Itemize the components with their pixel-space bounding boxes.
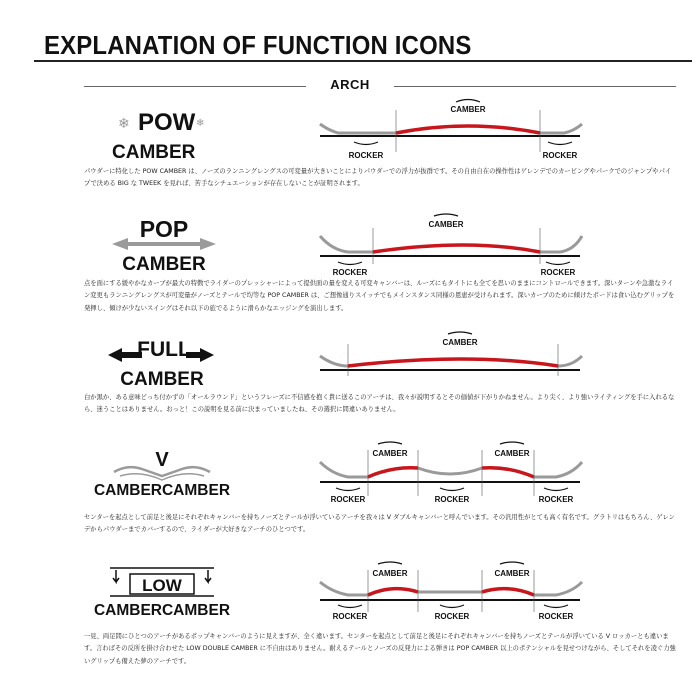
camber-logo-word: CAMBER — [120, 369, 204, 390]
camber-label-left: CAMBER — [372, 569, 408, 578]
rocker-label-left: ROCKER — [348, 151, 384, 160]
rocker-label-center: ROCKER — [434, 495, 470, 504]
rocker-label-right: ROCKER — [540, 268, 576, 277]
rocker-label-right: ROCKER — [538, 495, 574, 504]
camber-arc-icon — [500, 562, 524, 564]
rocker-arc-icon — [354, 142, 378, 145]
pop-logo-word: POP — [139, 216, 189, 242]
v-camber-description: センターを起点として前足と後足にそれぞれキャンバーを持ちノーズとテールが浮いているアーチを我々は V ダブルキャンバーと呼んでいます。その汎用性がとても高く有名です。グラトリはもちろん、ゲレンデからパウダーまでカバーするので、ライダーが大好きなアーチのひとつです。 — [84, 514, 675, 534]
camber-label: CAMBER — [442, 338, 478, 347]
rocker-left-segment — [320, 462, 368, 477]
camber-arc-icon — [456, 100, 480, 103]
rocker-right-segment — [534, 582, 582, 595]
rocker-arc-icon — [544, 605, 568, 608]
camber-segment — [396, 126, 540, 133]
low-camber-logo — [93, 562, 231, 620]
camber-logo-word: CAMBER — [122, 254, 206, 275]
arrow-down-icon — [113, 570, 119, 582]
v-camber-diagram — [318, 440, 588, 510]
camber-label-right: CAMBER — [494, 569, 530, 578]
full-camber-logo — [106, 334, 216, 390]
rocker-center-segment — [418, 468, 482, 474]
rocker-right-segment — [540, 236, 582, 252]
camber-camber-logo-word: CAMBERCAMBER — [93, 602, 231, 619]
pow-camber-logo — [110, 104, 220, 164]
camber-segment — [373, 245, 540, 252]
rocker-arc-icon — [336, 488, 360, 491]
rocker-arc-icon — [440, 605, 464, 608]
camber-left-segment — [368, 468, 418, 477]
pop-camber-diagram — [318, 212, 588, 278]
section-title: ARCH — [330, 77, 370, 92]
camber-segment — [348, 359, 558, 366]
section-divider-right — [394, 86, 676, 87]
full-camber-description: 白か黒か、ある意味どっち付かずの「オールラウンド」というフレーズに不信感を抱く貴に送るこのアーチは、我々が説明するとその価値が下がりかねません。より尖く、より強いライティングを手に入れるなら、迷うことはありません。おっと！この説明を見る前に決まっていましたね、その選択に間違いありません。 — [84, 394, 675, 414]
camber-arc-icon — [378, 442, 402, 444]
rocker-label-center: ROCKER — [434, 612, 470, 621]
tail-segment — [558, 356, 582, 366]
v-logo-word: V — [155, 449, 169, 471]
rocker-arc-icon — [338, 605, 362, 608]
camber-logo-word: CAMBER — [112, 142, 196, 163]
rocker-arc-icon — [544, 488, 568, 491]
rocker-arc-icon — [338, 262, 362, 265]
v-camber-logo — [93, 446, 231, 499]
pow-logo-word: POW — [138, 109, 196, 136]
camber-arc-icon — [448, 332, 472, 334]
camber-arc-icon — [434, 214, 458, 216]
camber-right-segment — [482, 589, 534, 595]
pow-camber-diagram — [318, 100, 588, 162]
title-divider — [34, 60, 692, 62]
pop-camber-description: 点を面にする緩やかなカーブが最大の特徴でライダーのプレッシャーによって提供面の量を変える可変キャンバーは、ルーズにもタイトにも全てを思いのままにコントロールできます。深いターンや急激なライン変更もランニングレングスが可変量がノーズとテールで均等な POP CAMBER は、ご想像通りスイッチでもメインスタンス同様の恩恵が受けられます。深いカーブのために傾けたボードは食い込むグリップを発揮し、傾けが少ないスイングはそれ以下の旅でるように滑らかなエッジングを演出します。 — [84, 280, 675, 312]
rocker-left-segment — [320, 124, 396, 133]
pop-camber-logo — [108, 213, 218, 275]
section-divider-left — [84, 86, 306, 87]
arrow-down-icon — [205, 570, 211, 582]
rocker-label-left: ROCKER — [332, 268, 368, 277]
camber-label-left: CAMBER — [372, 449, 408, 458]
camber-label: CAMBER — [428, 220, 464, 229]
rocker-label-left: ROCKER — [330, 495, 366, 504]
rocker-label-right: ROCKER — [538, 612, 574, 621]
low-camber-description: 一見、両足間にひとつのアーチがあるポップキャンバーのように見えますが、全く違います。センターを起点として前足と後足にそれぞれキャンバーを持ちノーズとテールが浮いている V ロッカーとも違います。言わばその反所を掛け合わせた LOW DOUBLE CAMBER に不自由はありません。耐えるテールとノーズの反発力による弾きは POP CAMBER 以上のポテンシャルを見せつけながら、そしてそれを凌ぐ力強いグリップも備えた夢のアーチです。 — [84, 633, 676, 665]
full-camber-diagram — [318, 330, 588, 380]
snowflake-icon: ❄ — [196, 118, 205, 129]
rocker-right-segment — [534, 462, 582, 477]
page-title: EXPLANATION OF FUNCTION ICONS — [44, 30, 472, 60]
full-logo-word: FULL — [137, 338, 191, 361]
pow-camber-description: パウダーに特化した POW CAMBER は、ノーズのランニングレングスの可変量が大きいことによりパウダーでの浮力が抜群です。その自由自在の操作性はゲレンデでのカービングやパークでのジャンプやパイプで決める BIG な TWEEK を見れば、苦手なシチュエーションが存在しないことが証明されます。 — [84, 168, 672, 188]
rocker-arc-icon — [546, 262, 570, 265]
snowflake-icon: ❄ — [118, 116, 130, 132]
rocker-label-left: ROCKER — [332, 612, 368, 621]
camber-label-right: CAMBER — [494, 449, 530, 458]
camber-right-segment — [482, 468, 534, 477]
rocker-left-segment — [320, 582, 368, 595]
rocker-arc-icon — [440, 488, 464, 491]
rocker-left-segment — [320, 236, 373, 252]
camber-camber-logo-word: CAMBERCAMBER — [93, 482, 231, 499]
rocker-arc-icon — [548, 142, 572, 145]
camber-label: CAMBER — [450, 105, 486, 114]
camber-arc-icon — [378, 562, 402, 564]
low-logo-word: LOW — [142, 576, 182, 595]
tip-segment — [320, 356, 348, 366]
low-camber-diagram — [318, 560, 588, 626]
rocker-right-segment — [540, 124, 582, 133]
camber-left-segment — [368, 589, 418, 595]
camber-arc-icon — [500, 442, 524, 444]
rocker-label-right: ROCKER — [542, 151, 578, 160]
